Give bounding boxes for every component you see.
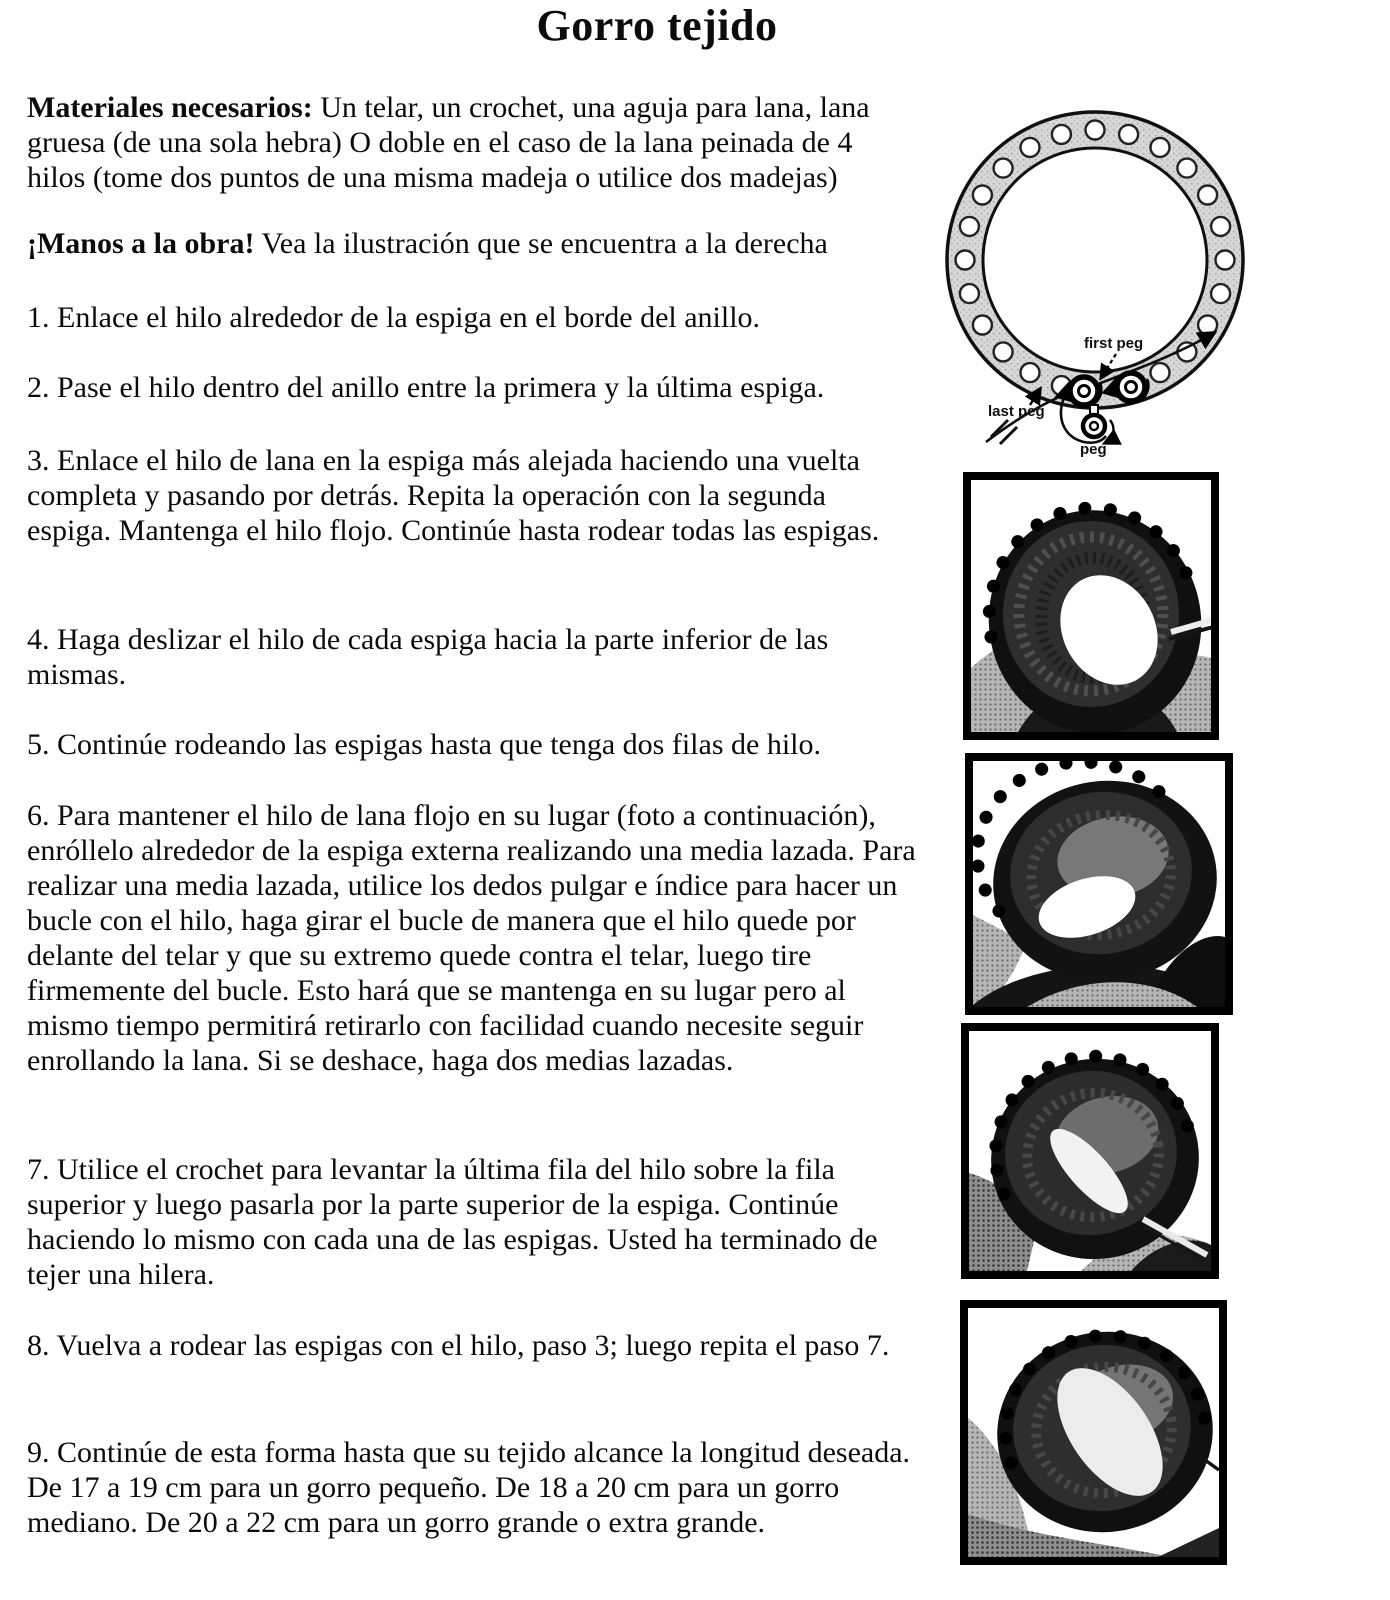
step-5: 5. Continúe rodeando las espigas hasta que tenga dos filas de hilo.	[27, 728, 821, 761]
second-peg-marker	[1114, 373, 1148, 403]
call-to-action-paragraph	[27, 226, 917, 261]
step-3: 3. Enlace el hilo de lana en la espiga más alejada haciendo una vuelta completa y pasando por detrás. Repita la operación con la segunda espiga. Mantenga el hilo flojo. Continúe hasta rodear todas las espigas.	[27, 444, 880, 547]
first-peg-marker	[1067, 377, 1101, 407]
loom-photo-1	[963, 472, 1219, 740]
materials-lead: Materiales necesarios:	[27, 91, 313, 124]
page-title: Gorro tejido	[536, 1, 778, 50]
loom-photo-3	[961, 1023, 1219, 1279]
label-peg: peg	[1080, 441, 1107, 458]
label-last-peg: last peg	[988, 403, 1045, 420]
step-9: 9. Continúe de esta forma hasta que su tejido alcance la longitud deseada. De 17 a 19 cm para un gorro pequeño. De 18 a 20 cm para un gorro mediano. De 20 a 22 cm para un gorro grande o extra grande.	[27, 1436, 911, 1539]
call-to-action-text: Vea la ilustración que se encuentra a la derecha	[254, 227, 828, 260]
call-to-action-lead: ¡Manos a la obra!	[27, 227, 255, 260]
loom-ring	[947, 112, 1243, 408]
label-first-peg: first peg	[1084, 335, 1144, 352]
materials-paragraph	[27, 90, 917, 195]
loom-photo-2	[965, 753, 1233, 1015]
step-8: 8. Vuelva a rodear las espigas con el hilo, paso 3; luego repita el paso 7.	[27, 1329, 890, 1362]
step-6: 6. Para mantener el hilo de lana flojo en su lugar (foto a continuación), enróllelo alrededor de la espiga externa realizando una media lazada. Para realizar una media lazada, utilice los dedos pulgar e índice para hacer un bucle con el hilo, haga girar el bucle de manera que el hilo quede por delante del telar y que su extremo quede contra el telar, luego tire firmemente del bucle. Esto hará que se mantenga en su lugar pero al mismo tiempo permitirá retirarlo con facilidad cuando necesite seguir enrollando la lana. Si se deshace, haga dos medias lazadas.	[27, 799, 916, 1077]
peg-below-ring	[1083, 405, 1113, 443]
step-4: 4. Haga deslizar el hilo de cada espiga hacia la parte inferior de las mismas.	[27, 623, 829, 691]
step-7: 7. Utilice el crochet para levantar la última fila del hilo sobre la fila superior y luego pasarla por la parte superior de la espiga. Continúe haciendo lo mismo con cada una de las espigas. Usted ha terminado de tejer una hilera.	[27, 1153, 878, 1291]
step-2: 2. Pase el hilo dentro del anillo entre la primera y la última espiga.	[27, 371, 825, 404]
materials-text: Un telar, un crochet, una aguja para lana, lana gruesa (de una sola hebra) O doble en el caso de la lana peinada de 4 hilos (tome dos puntos de una misma madeja o utilice dos madejas)	[27, 91, 870, 194]
loom-diagram	[920, 92, 1390, 464]
step-1: 1. Enlace el hilo alrededor de la espiga en el borde del anillo.	[27, 301, 761, 334]
loom-photo-4	[960, 1300, 1227, 1565]
